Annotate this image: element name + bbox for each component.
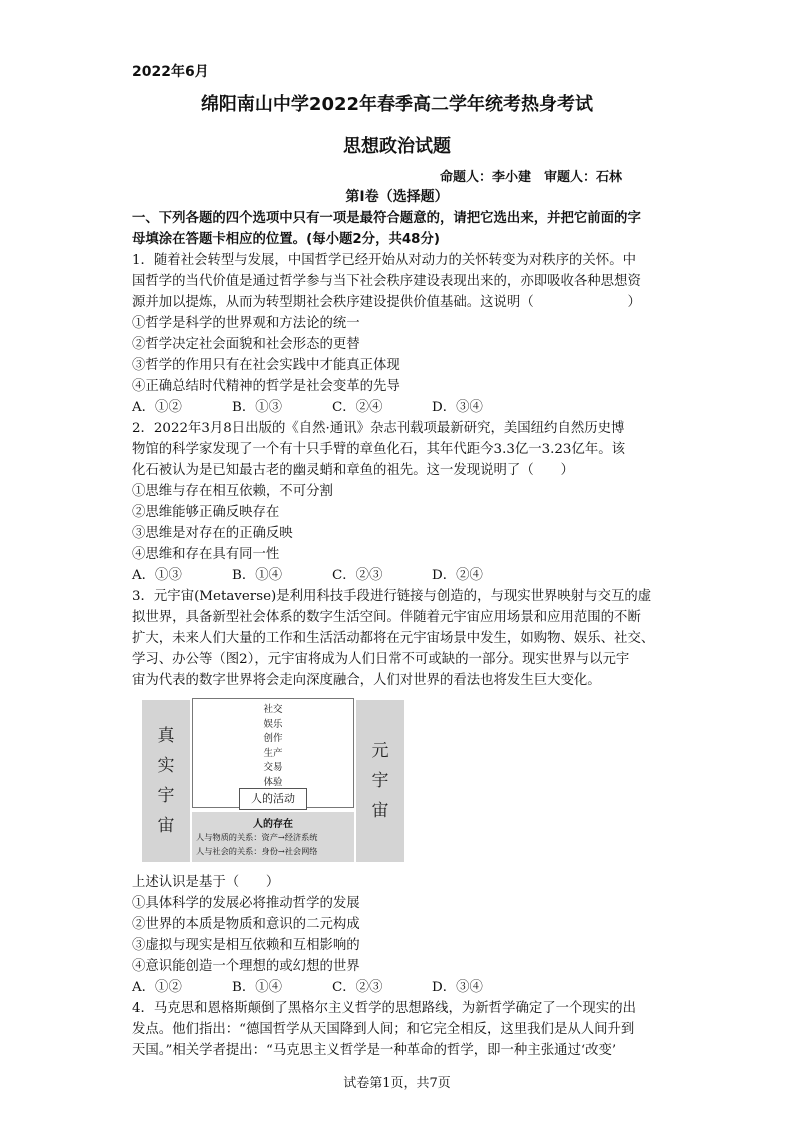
existence-title: 人的存在: [253, 819, 293, 830]
real-universe-char: 宙: [157, 816, 175, 836]
page-footer: 试卷第1页，共7页: [343, 1076, 451, 1091]
q1-stem-line: 1．随着社会转型与发展，中国哲学已经开始从对动力的关怀转变为对秩序的关怀。中: [132, 253, 636, 268]
q4-stem-line: 天国。”相关学者提出：“马克思主义哲学是一种革命的哲学，即一种主张通过‘改变’: [132, 1043, 617, 1058]
activity-item: 生产: [263, 747, 283, 759]
q3-item: ③虚拟与现实是相互依赖和互相影响的: [132, 938, 360, 953]
q1-item: ②哲学决定社会面貌和社会形态的更替: [132, 337, 360, 352]
real-universe-char: 实: [157, 756, 175, 776]
q3-item: ②世界的本质是物质和意识的二元构成: [132, 917, 360, 932]
instruction-line: 一、下列各题的四个选项中只有一项是最符合题意的，请把它选出来，并把它前面的字: [132, 211, 641, 226]
real-universe-char: 宇: [157, 786, 175, 806]
q1-item: ③哲学的作用只有在社会实践中才能真正体现: [132, 358, 400, 373]
q1-option-d: D．③④: [432, 400, 483, 415]
existence-row: 人与物质的关系：资产→经济系统: [196, 832, 318, 842]
metaverse-char: 宙: [371, 801, 389, 821]
real-universe-char: 真: [157, 726, 175, 746]
real-universe-panel: [142, 700, 190, 862]
activity-label: 人的活动: [239, 788, 307, 810]
existence-box: [192, 812, 354, 862]
metaverse-panel: [356, 700, 404, 862]
q3-stem-line: 扩大，未来人们大量的工作和生活活动都将在元宇宙场景中发生，如购物、娱乐、社交、: [132, 631, 655, 646]
q4-stem-line: 4．马克思和恩格斯颠倒了黑格尔主义哲学的思想路线，为新哲学确定了一个现实的出: [132, 1001, 636, 1016]
q2-item: ②思维能够正确反映存在: [132, 505, 280, 520]
q3-options: [132, 977, 532, 998]
q1-option-b: B．①③: [232, 400, 283, 415]
q2-option-b: B．①④: [232, 568, 283, 583]
activity-item: 娱乐: [263, 718, 283, 730]
q2-stem-line: 2．2022年3月8日出版的《自然·通讯》杂志刊载项最新研究，美国纽约自然历史博: [132, 421, 625, 436]
q1-option-a: A．①②: [132, 400, 182, 415]
metaverse-char: 元: [371, 741, 389, 761]
q2-item: ①思维与存在相互依赖，不可分割: [132, 484, 333, 499]
q2-option-a: A．①③: [132, 568, 182, 583]
q3-option-c: C．②③: [332, 980, 383, 995]
q3-stem-line: 拟世界，具备新型社会体系的数字生活空间。伴随着元宇宙应用场景和应用范围的不断: [132, 610, 641, 625]
q3-prompt: 上述认识是基于（ ）: [132, 875, 280, 890]
metaverse-char: 宇: [371, 771, 389, 791]
activity-box: [192, 698, 354, 808]
activity-item: 创作: [263, 733, 283, 744]
activity-item: 体验: [263, 776, 283, 788]
q3-option-a: A．①②: [132, 980, 182, 995]
q3-option-b: B．①④: [232, 980, 283, 995]
q2-option-c: C．②③: [332, 568, 383, 583]
q2-option-d: D．②④: [432, 568, 483, 583]
activity-item: 交易: [263, 762, 283, 773]
exam-authors: 命题人：李小建 审题人：石林: [440, 170, 623, 185]
q1-option-c: C．②④: [332, 400, 383, 415]
q1-stem-line: 源并加以提炼，从而为转型期社会秩序建设提供价值基础。这说明（ ）: [132, 295, 641, 310]
q4-stem-line: 发点。他们指出：“德国哲学从天国降到人间；和它完全相反，这里我们是从人间升到: [132, 1022, 635, 1037]
q3-stem-line: 宙为代表的数字世界将会走向深度融合，人们对世界的看法也将发生巨大变化。: [132, 673, 601, 688]
q3-stem-line: 学习、办公等（图2），元宇宙将成为人们日常不可或缺的一部分。现实世界与以元宇: [132, 652, 630, 667]
q1-stem-line: 国哲学的当代价值是通过哲学参与当下社会秩序建设表现出来的，亦即吸收各种思想资: [132, 274, 641, 289]
metaverse-figure: [142, 698, 410, 864]
q1-item: ④正确总结时代精神的哲学是社会变革的先导: [132, 379, 400, 394]
activity-list: [193, 703, 353, 790]
q3-item: ①具体科学的发展必将推动哲学的发展: [132, 896, 360, 911]
q3-option-d: D．③④: [432, 980, 483, 995]
exam-subtitle: 思想政治试题: [343, 136, 451, 157]
activity-item: 社交: [263, 704, 283, 715]
instruction-line: 母填涂在答题卡相应的位置。(每小题2分，共48分): [132, 232, 441, 247]
exam-date: 2022年6月: [132, 64, 209, 80]
exam-title: 绵阳南山中学2022年春季高二学年统考热身考试: [200, 94, 594, 115]
q3-stem-line: 3．元宇宙(Metaverse)是利用科技手段进行链接与创造的，与现实世界映射与交互的虚: [132, 589, 652, 604]
q2-item: ③思维是对存在的正确反映: [132, 526, 293, 541]
q2-options: [132, 565, 532, 586]
existence-row: 人与社会的关系：身份→社会网络: [196, 846, 318, 856]
q2-stem-line: 物馆的科学家发现了一个有十只手臂的章鱼化石，其年代距今3.3亿一3.23亿年。该: [132, 442, 625, 457]
q1-options: [132, 397, 532, 418]
q2-stem-line: 化石被认为是已知最古老的幽灵蛸和章鱼的祖先。这一发现说明了（ ）: [132, 463, 574, 478]
q1-item: ①哲学是科学的世界观和方法论的统一: [132, 316, 360, 331]
section-title: 第Ⅰ卷（选择题）: [345, 189, 449, 205]
q3-item: ④意识能创造一个理想的或幻想的世界: [132, 959, 360, 974]
q2-item: ④思维和存在具有同一性: [132, 547, 280, 562]
